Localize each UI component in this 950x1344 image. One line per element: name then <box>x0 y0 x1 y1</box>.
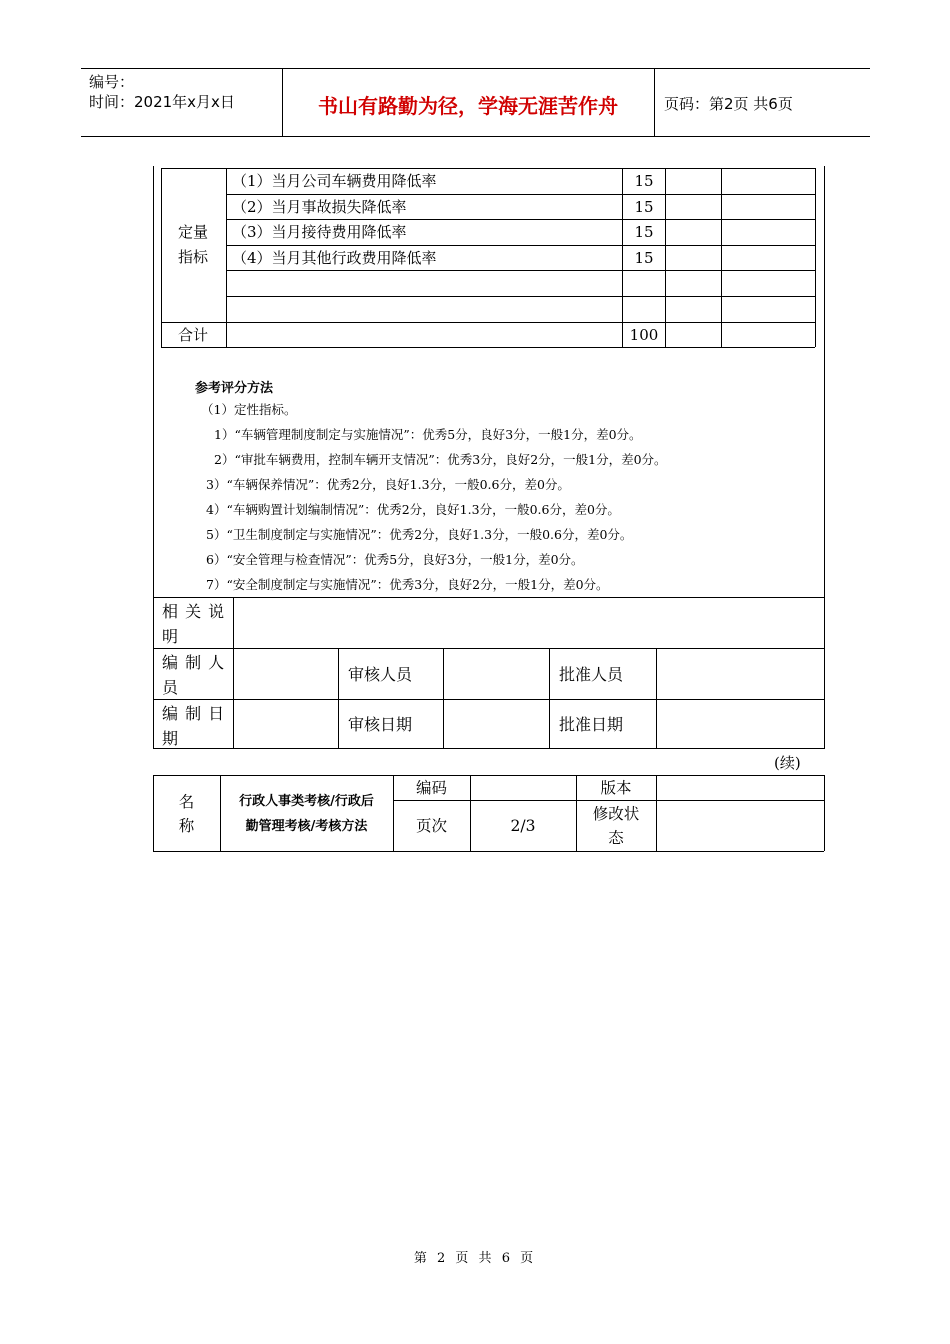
header-top-rule <box>81 68 870 69</box>
method-line: 5）“卫生制度制定与实施情况”：优秀2分，良好1.3分，一般0.6分，差0分。 <box>206 527 633 542</box>
reviewer-label: 审核人员 <box>348 665 413 684</box>
table-row-item: （3）当月接待费用降低率 <box>232 223 407 241</box>
method-line: 3）“车辆保养情况”：优秀2分，良好1.3分，一般0.6分，差0分。 <box>206 477 570 492</box>
table-row-item: （2）当月事故损失降低率 <box>232 198 407 216</box>
name-label: 称 <box>178 817 195 835</box>
continued-label: (续) <box>774 754 801 772</box>
related-notes-label: 相 关 说 <box>162 602 226 621</box>
method-title: 参考评分方法 <box>195 381 274 396</box>
review-date-label: 审核日期 <box>348 715 413 734</box>
total-label: 合计 <box>178 326 209 344</box>
name-label: 名 <box>178 793 195 811</box>
method-intro: （1）定性指标。 <box>201 402 297 417</box>
related-notes-label: 明 <box>162 627 179 646</box>
method-line: 2）“审批车辆费用，控制车辆开支情况”：优秀3分，良好2分，一般1分，差0分。 <box>214 452 667 467</box>
method-line: 6）“安全管理与检查情况”：优秀5分，良好3分，一般1分，差0分。 <box>206 552 584 567</box>
compiler-label: 编 制 人 <box>162 653 226 672</box>
approve-date-label: 批准日期 <box>559 715 624 734</box>
compile-date-label: 编 制 日 <box>162 704 226 723</box>
doc-title: 勤管理考核/考核方法 <box>245 819 368 834</box>
table-row-item: （1）当月公司车辆费用降低率 <box>232 172 437 190</box>
version-label: 版本 <box>600 779 632 797</box>
method-line: 7）“安全制度制定与实施情况”：优秀3分，良好2分，一般1分，差0分。 <box>206 577 609 592</box>
header-bottom-rule <box>81 136 870 137</box>
header-divider <box>654 68 655 136</box>
table-row-weight: 15 <box>634 249 654 267</box>
doc-time-label: 时间：2021年x月x日 <box>89 93 235 111</box>
approver-label: 批准人员 <box>559 665 624 684</box>
method-line: 4）“车辆购置计划编制情况”：优秀2分，良好1.3分，一般0.6分，差0分。 <box>206 502 620 517</box>
doc-title: 行政人事类考核/行政后 <box>239 794 374 809</box>
header-page-label: 页码：第2页 共6页 <box>664 95 793 113</box>
header-motto: 书山有路勤为径，学海无涯苦作舟 <box>318 94 618 118</box>
table-row-weight: 15 <box>634 223 654 241</box>
page-number-footer: 第 2 页 共 6 页 <box>413 1251 537 1266</box>
page-value: 2/3 <box>510 817 536 835</box>
header-meta <box>89 72 235 112</box>
group-label: 指标 <box>178 248 209 266</box>
table-row-weight: 15 <box>634 198 654 216</box>
compiler-label: 员 <box>162 678 179 697</box>
revision-status-label: 修改状 <box>592 805 640 823</box>
method-line: 1）“车辆管理制度制定与实施情况”：优秀5分，良好3分，一般1分，差0分。 <box>214 427 642 442</box>
revision-status-label: 态 <box>608 829 624 847</box>
page-label: 页次 <box>415 817 447 835</box>
outer-frame-right <box>824 166 825 749</box>
table-row-item: （4）当月其他行政费用降低率 <box>232 249 437 267</box>
outer-frame-left <box>153 166 154 749</box>
code-label: 编码 <box>415 779 447 797</box>
compile-date-label: 期 <box>162 729 179 748</box>
total-value: 100 <box>629 326 659 344</box>
doc-code-label: 编号： <box>89 73 135 91</box>
table-row-weight: 15 <box>634 172 654 190</box>
group-label: 定量 <box>178 223 209 241</box>
